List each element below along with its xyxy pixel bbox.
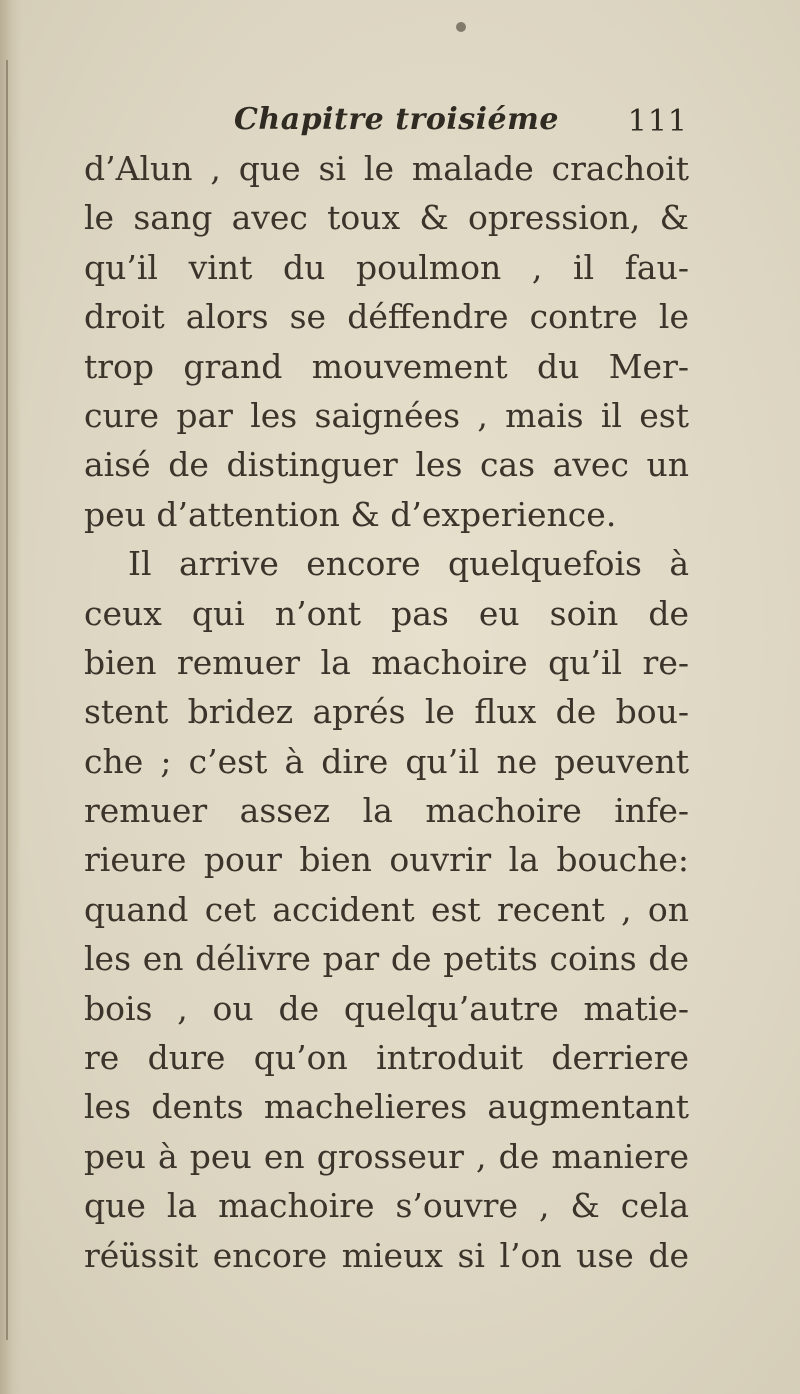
text-line: che ; c’est à dire qu’il ne peuvent [84,741,689,781]
text-line: cure par les saignées , mais il est [84,395,689,435]
ink-dot-mark [456,22,466,32]
text-line: remuer assez la machoire infe- [84,791,689,831]
text-line: droit alors se déffendre contre le [84,297,689,337]
text-line: ceux qui n’ont pas eu soin de [84,593,689,633]
text-line: peu à peu en grosseur , de maniere [84,1136,689,1176]
text-line: quand cet accident est recent , on [84,889,689,929]
text-line: rieure pour bien ouvrir la bouche: [84,840,689,880]
text-line: réüssit encore mieux si l’on use de [84,1235,689,1275]
text-line: que la machoire s’ouvre , & cela [84,1186,689,1226]
text-line-paragraph-start: Il arrive encore quelquefois à [128,544,689,584]
running-title: Chapitre troisiéme [234,102,559,137]
text-line: le sang avec toux & opression, & [84,198,689,238]
page-number: 111 [627,104,688,139]
text-line: qu’il vint du poulmon , il fau- [84,247,689,287]
text-line: re dure qu’on introduit derriere [84,1038,689,1078]
text-line-paragraph-end: peu d’attention & d’experience. [84,494,617,534]
text-line: les en délivre par de petits coins de [84,939,689,979]
binding-line [6,60,8,1340]
text-line: d’Alun , que si le malade crachoit [84,149,689,188]
text-line: stent bridez aprés le flux de bou- [84,692,689,732]
text-line: bien remuer la machoire qu’il re- [84,642,689,682]
text-line: trop grand mouvement du Mer- [84,346,689,386]
running-head [82,100,702,146]
text-line: bois , ou de quelqu’autre matie- [84,988,689,1028]
text-line: aisé de distinguer les cas avec un [84,445,689,485]
text-line: les dents machelieres augmentant [84,1087,689,1127]
body-text [84,144,689,1280]
page-gutter-shadow [0,0,22,1394]
